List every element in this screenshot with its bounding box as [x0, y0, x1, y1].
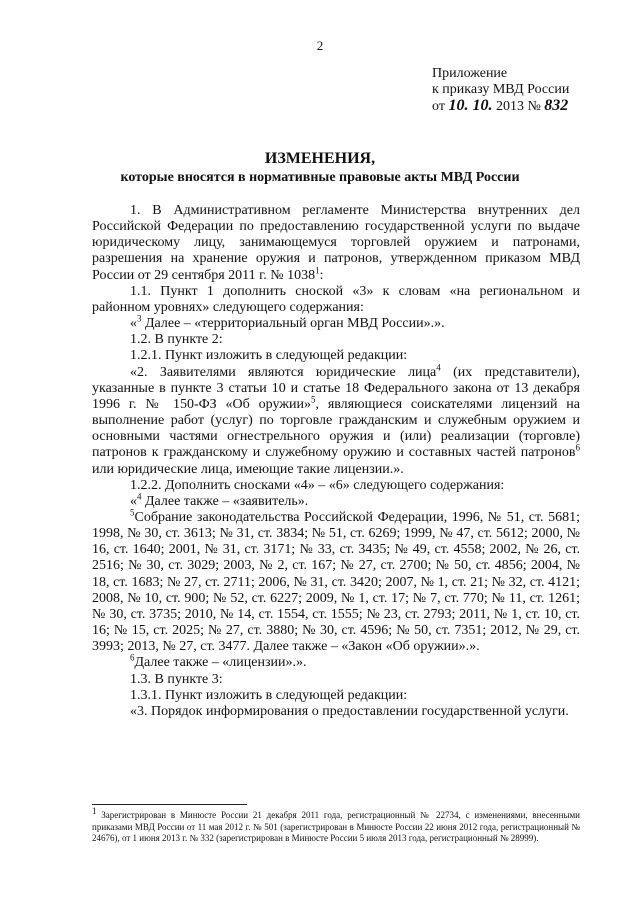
footnote-ref-4: 4 [436, 361, 441, 372]
appendix-line-3 [432, 98, 569, 115]
page-number: 2 [316, 38, 324, 53]
handwritten-date: 10. 10. [448, 97, 493, 114]
footnote [92, 806, 580, 845]
appendix-line-1: Приложение [432, 66, 508, 81]
paragraph-1-2-1: 1.2.1. Пункт изложить в следующей редакции: [130, 348, 408, 364]
paragraph-footnote-5: $^5$Собрание законодательства Российской Федерации, 1996, № 51, ст. 5681; 1998, № 30, ст. 3613; № 31, ст. 3834; № 51, ст. 6269; 1999, № 47, ст. 5612; 2000, № 16, ст. 1640; 2001, № 31, ст. 3171; № 33, ст. 3435; № 49, ст. 4558; 2002, № 26, ст. 2516; № 30, ст. 3029; 2003, № 2, ст. 167; № 27, ст. 2700; № 50, ст. 4856; 2004, № 18, ст. 1683; № 27, ст. 2711; 2006, № 31, ст. 3420; 2007, № 1, ст. 21; № 32, ст. 4121; 2008, № 10, ст. 900; № 52, ст. 6227; 2009, № 1, ст. 17; № 7, ст. 770; № 11, ст. 1261; № 30, ст. 3735; 2010, № 14, ст. 1554, ст. 1555; № 23, ст. 2793; 2011, № 1, ст. 10, ст. 16; № 15, ст. 2025; № 27, ст. 3880; № 30, ст. 4596; № 50, ст. 7351; 2012, № 29, ст. 3993; 2013, № 27, ст. 3477. Далее также – «Закон «Об оружии».». [92, 507, 580, 655]
paragraph-3-informing: «3. Порядок информирования о предоставлении государственной услуги. [130, 703, 569, 719]
footnote-ref-1: 1 [315, 264, 320, 275]
appendix-line-2: к приказу МВД России [432, 82, 570, 97]
paragraph-1-3-1: 1.3.1. Пункт изложить в следующей редакции: [130, 687, 408, 703]
footnote-ref-6: 6 [575, 442, 580, 453]
paragraph-footnote-6: $^6$Далее также – «лицензии».». [130, 652, 307, 671]
paragraph-applicants: «2. Заявителями являются юридические лица$^4$ (их представители), указанные в пункте 3 статьи 10 и статье 18 Федерального закона от 13 декабря 1996 г. № 150-ФЗ «Об оружии»$^5$, являющиеся соискателями лицензий на выполнение работ (услуг) по торговле гражданским и служебным оружием и основными частями огнестрельного оружия и (или) реализации (торговле) патронов к гражданскому и служебному оружию и составных частей патронов$^6$ или юридические лица, имеющие такие лицензии.». [92, 361, 581, 477]
footnote-text: Зарегистрирован в Минюсте России 21 декабря 2011 года, регистрационный № 22734, с изменениями, внесенными приказами МВД России от 11 мая 2012 г. № 501 (зарегистрирован в Минюсте России 22 июня 2012 года, регистрационный № 24676), от 1 июня 2013 г. № 332 (зарегистрирован в Минюсте России 5 июля 2013 года, регистрационный № 28999). [92, 810, 580, 843]
paragraph-1-3: 1.3. В пункте 3: [130, 671, 223, 687]
paragraph-1-2: 1.2. В пункте 2: [130, 332, 223, 348]
paragraph-1-2-2: 1.2.2. Дополнить сносками «4» – «6» следующего содержания: [130, 477, 505, 493]
title-heading: ИЗМЕНЕНИЯ, [264, 150, 376, 167]
footnote-mark: 1 [92, 806, 97, 816]
paragraph-1-1: 1.1. Пункт 1 дополнить сноской «3» к словам «на региональном и районном уровнях» следующего содержания: [92, 283, 580, 315]
footnote-ref-3: 3 [137, 313, 142, 324]
appendix-year-no: 2013 № [495, 99, 541, 114]
title-subheading: которые вносятся в нормативные правовые акты МВД России [120, 170, 520, 185]
appendix-from: от [432, 99, 445, 114]
appendix-block [432, 66, 569, 115]
paragraph-1: 1. В Административном регламенте Министерства внутренних дел Российской Федерации по предоставлению государственной услуги по выдаче юридическому лицу, занимающемуся торговлей оружием и патронами, разрешения на хранение оружия и патронов, утвержденном приказом МВД России от 29 сентября 2011 г. № 1038$^1$: [92, 203, 580, 283]
paragraph-footnote-4: «$^4$ Далее также – «заявитель». [130, 491, 309, 509]
handwritten-order-number: 832 [544, 97, 569, 114]
footnote-separator [92, 804, 247, 805]
document-body [92, 203, 580, 720]
paragraph-footnote-3: «$^3$ Далее – «территориальный орган МВД России».». [130, 313, 445, 332]
footnote-ref-5: 5 [310, 394, 316, 405]
document-title [0, 149, 640, 187]
